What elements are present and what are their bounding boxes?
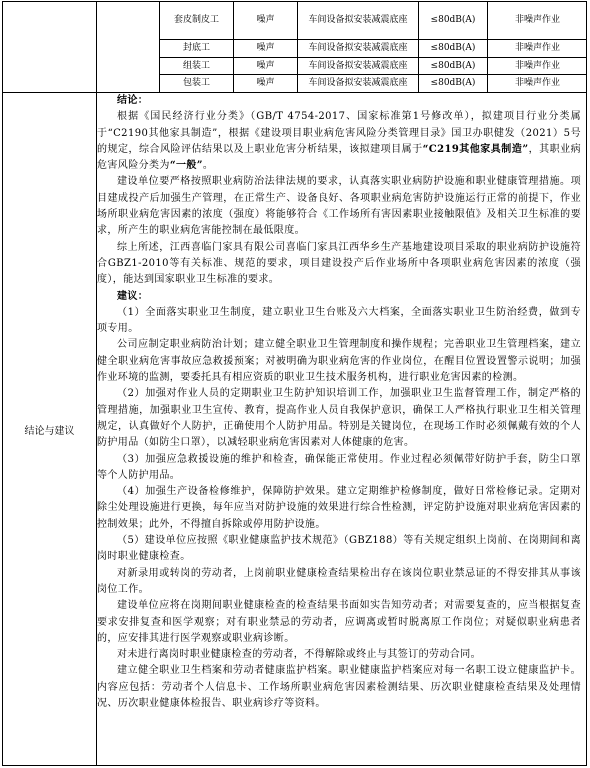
limit-cell [419, 2, 487, 39]
limit-cell [419, 58, 487, 74]
measure-text: 车间设备拟安装减震底座 [308, 15, 408, 25]
factor-cell [234, 40, 297, 57]
position-text: 套皮制皮工 [173, 15, 219, 25]
position-text: 组装工 [182, 60, 210, 71]
text-run-bold: “一般” [169, 160, 203, 172]
type-cell [488, 2, 587, 39]
suggestion-paragraph: （1）全面落实职业卫生制度，建立职业卫生台账及六大档案，全面落实职业卫生防治经费，做到专项专用。 [97, 306, 581, 335]
limit-text: ≤80dB(A) [430, 43, 476, 53]
position-cell [160, 75, 233, 92]
suggestion-paragraph: （2）加强对作业人员的定期职业卫生防护知识培训工作，加强职业卫生监督管理工作，制定严格的管理措施，加强职业卫生宣传、教育，提高作业人员自我保护意识，确保工人严格执行职业卫生相关管理规定，认真做好个人防护，正确使用个人防护用品。特别是关键岗位，在现场工作时必须佩戴有效的个人防护用品（如防尘口罩），以减轻职业病危害因素对人体健康的危害。 [97, 388, 581, 449]
factor-cell [234, 58, 297, 74]
limit-text: ≤80dB(A) [430, 60, 476, 71]
suggestion-paragraph: 建设单位应将在岗期间职业健康检查的检查结果书面如实告知劳动者；对需要复查的，应当根据复查要求安排复查和医学观察；对有职业禁忌的劳动者，应调离或暂时脱离原工作岗位；对疑似职业病患者的，应安排其进行医学观察或职业病诊断。 [97, 600, 581, 644]
suggestion-paragraph: （4）加强生产设备检修维护，保障防护效果。建立定期维护检修制度，做好日常检修记录。定期对除尘处理设施进行更换，每年应当对防护设施的效果进行综合性检测，评定防护设施对职业病危害因素的控制效果；此外，不得擅自拆除或停用防护设施。 [97, 486, 581, 530]
conclusion-heading: 结论： [117, 95, 149, 106]
position-text: 包装工 [182, 78, 210, 88]
type-cell [488, 40, 587, 57]
factor-text: 噪声 [256, 78, 275, 88]
type-cell [488, 58, 587, 74]
measure-cell [298, 58, 418, 74]
suggestion-paragraph: 对新录用或转岗的劳动者，上岗前职业健康检查结果检出存在该岗位职业禁忌证的不得安排其从事该岗位工作。 [97, 567, 581, 595]
measure-text: 车间设备拟安装减震底座 [308, 78, 408, 88]
text-run: ，其职业病危害风险分类为 [97, 143, 582, 172]
type-text: 非噪声作业 [514, 78, 560, 88]
suggestion-paragraph: 公司应制定职业病防治计划；建立健全职业卫生管理制度和操作规程；完善职业卫生管理档案，建立健全职业病危害事故应急救援预案；对被明确为职业病危害的作业岗位，在醒目位置设置警示说明；加强作业环境的监测，要委托具有相应资质的职业卫生技术服务机构，进行职业危害因素的检测。 [97, 339, 581, 384]
factor-cell [234, 2, 297, 39]
conclusion-paragraph [97, 109, 581, 174]
suggestion-paragraph: 对未进行离岗时职业健康检查的劳动者，不得解除或终止与其签订的劳动合同。 [117, 649, 481, 661]
conclusion-paragraph: 建设单位要严格按照职业病防治法律法规的要求，认真落实职业病防护设施和职业健康管理措施。项目建成投产后加强生产管理，在正常生产、设备良好、各项职业病危害防护设施运行正常的前提下，作业场所职业病危害因素的浓度（强度）将能够符合《工作场所有害因素职业接触限值》及相关卫生标准的要求，所产生的职业病危害能控制在最低限度。 [97, 176, 581, 237]
measure-cell [298, 2, 418, 39]
position-cell [160, 40, 233, 57]
type-cell [488, 75, 587, 92]
type-text: 非噪声作业 [514, 43, 560, 53]
conclusion-paragraph: 综上所述，江西喜临门家具有限公司喜临门家具江西华乡生产基地建设项目采取的职业病防护设施符合GBZ1-2010等有关标准、规范的要求，项目建设投产后作业场所中各项职业病危害因素的浓度（强度），能达到国家职业卫生标准的要求。 [97, 241, 581, 286]
suggestion-paragraph: （5）建设单位应按照《职业健康监护技术规范》（GBZ188）等有关规定组织上岗前、在岗期间和离岗时职业健康检查。 [97, 535, 581, 563]
text-run-bold: “C219其他家具制造” [422, 143, 529, 155]
type-text: 非噪声作业 [514, 15, 560, 25]
type-text: 非噪声作业 [514, 60, 560, 71]
suggestions-heading: 建议： [117, 290, 149, 302]
limit-cell [419, 40, 487, 57]
limit-text: ≤80dB(A) [430, 78, 476, 88]
factor-text: 噪声 [256, 15, 275, 25]
factor-text: 噪声 [256, 60, 275, 71]
text-run: 。 [202, 160, 214, 172]
measure-cell [298, 40, 418, 57]
measure-text: 车间设备拟安装减震底座 [308, 60, 408, 71]
limit-text: ≤80dB(A) [430, 15, 476, 25]
factor-cell [234, 75, 297, 92]
suggestion-paragraph: （3）加强应急救援设施的维护和检查，确保能正常使用。作业过程必须佩带好防护手套，防尘口罩等个人防护用品。 [97, 453, 581, 481]
suggestion-paragraph: 建立健全职业卫生档案和劳动者健康监护档案。职业健康监护档案应对每一名职工设立健康监护卡。内容应包括：劳动者个人信息卡、工作场所职业病危害因素检测结果、历次职业健康检查结果及处理情况、历次职业健康体检报告、职业病诊疗等资料。 [97, 665, 581, 709]
position-cell [160, 58, 233, 74]
conclusion-content [97, 93, 581, 712]
factor-text: 噪声 [256, 43, 275, 53]
measure-text: 车间设备拟安装减震底座 [308, 43, 408, 53]
section-label: 结论与建议 [24, 426, 75, 437]
text-run: 根据《国民经济行业分类》（GB/T 4754-2017、国家标准第1号修改单），拟建项目行业分类属于“C2190其他家具制造”，根据《建设项目职业病危害风险分类管理目录》国卫办职健发（2021）5号的规定，综合风险评估结果以及上职业危害分析结果，该拟建项目属于 [97, 111, 581, 155]
position-text: 封底工 [182, 43, 210, 53]
position-cell [160, 2, 233, 39]
limit-cell [419, 75, 487, 92]
measure-cell [298, 75, 418, 92]
